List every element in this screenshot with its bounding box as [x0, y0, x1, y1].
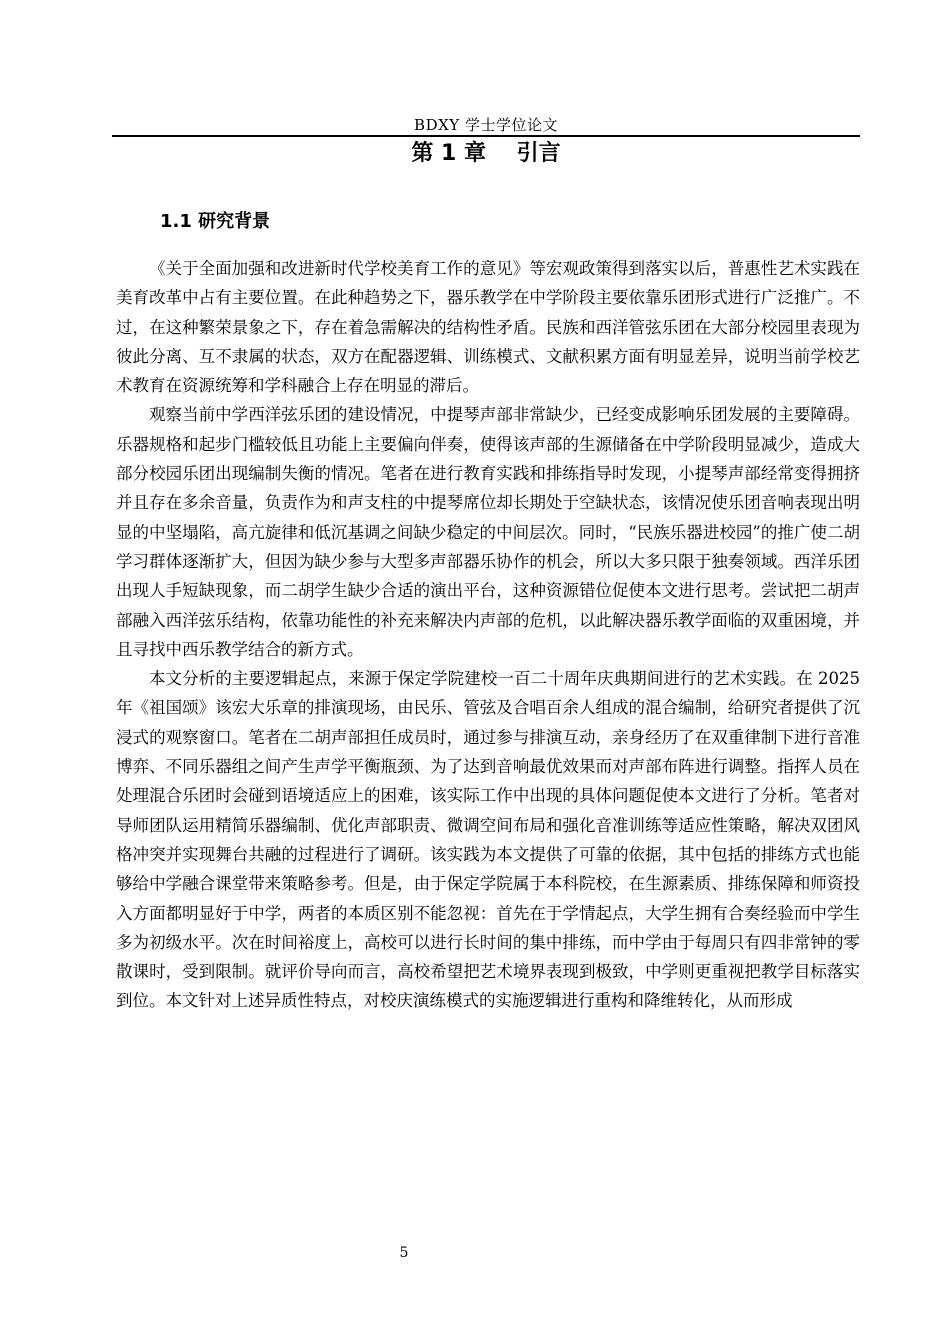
paragraph: 《关于全面加强和改进新时代学校美育工作的意见》等宏观政策得到落实以后，普惠性艺术实践在美育改革中占有主要位置。在此种趋势之下，器乐教学在中学阶段主要依靠乐团形式进行广泛推广。不过，在这种繁荣景象之下，存在着急需解决的结构性矛盾。民族和西洋管弦乐团在大部分校园里表现为彼此分离、互不隶属的状态，双方在配器逻辑、训练模式、文献积累方面有明显差异，说明当前学校艺术教育在资源统筹和学科融合上存在明显的滞后。 [116, 259, 860, 396]
header-rule [112, 135, 860, 137]
chapter-title: 第 1 章 引言 [411, 141, 561, 166]
page-number: 5 [399, 1245, 409, 1261]
paragraph: 本文分析的主要逻辑起点，来源于保定学院建校一百二十周年庆典期间进行的艺术实践。在 2025 年《祖国颂》该宏大乐章的排演现场，由民乐、管弦及合唱百余人组成的混合编制，给研究者提供了沉浸式的观察窗口。笔者在二胡声部担任成员时，通过参与排演互动，亲身经历了在双重律制下进行音准博弈、不同乐器组之间产生声学平衡瓶颈、为了达到音响最优效果而对声部布阵进行调整。指挥人员在处理混合乐团时会碰到语境适应上的困难，该实际工作中出现的具体问题促使本文进行了分析。笔者对导师团队运用精简乐器编制、优化声部职责、微调空间布局和强化音准训练等适应性策略，解决双团风格冲突并实现舞台共融的过程进行了调研。该实践为本文提供了可靠的依据，其中包括的排练方式也能够给中学融合课堂带来策略参考。但是，由于保定学院属于本科院校，在生源素质、排练保障和师资投入方面都明显好于中学，两者的本质区别不能忽视：首先在于学情起点，大学生拥有合奏经验而中学生多为初级水平。次在时间裕度上，高校可以进行长时间的集中排练，而中学由于每周只有四非常钟的零散课时，受到限制。就评价导向而言，高校希望把艺术境界表现到极致，中学则更重视把教学目标落实到位。本文针对上述异质性特点，对校庆演练模式的实施逻辑进行重构和降维转化，从而形成 [116, 669, 860, 1011]
paragraph: 观察当前中学西洋弦乐团的建设情况，中提琴声部非常缺少，已经变成影响乐团发展的主要障碍。乐器规格和起步门槛较低且功能上主要偏向伴奏，使得该声部的生源储备在中学阶段明显减少，造成大部分校园乐团出现编制失衡的情况。笔者在进行教育实践和排练指导时发现，小提琴声部经常变得拥挤并且存在多余音量，负责作为和声支柱的中提琴席位却长期处于空缺状态，该情况使乐团音响表现出明显的中坚塌陷，高亢旋律和低沉基调之间缺少稳定的中间层次。同时，“民族乐器进校园”的推广使二胡学习群体逐渐扩大，但因为缺少参与大型多声部器乐协作的机会，所以大多只限于独奏领域。西洋乐团出现人手短缺现象，而二胡学生缺少合适的演出平台，这种资源错位促使本文进行思考。尝试把二胡声部融入西洋弦乐结构，依靠功能性的补充来解决内声部的危机，以此解决器乐教学面临的双重困境，并且寻找中西乐教学结合的新方式。 [116, 405, 860, 659]
running-header: BDXY 学士学位论文 [414, 116, 558, 134]
body-text [116, 254, 860, 1016]
section-title: 1.1 研究背景 [160, 211, 271, 232]
